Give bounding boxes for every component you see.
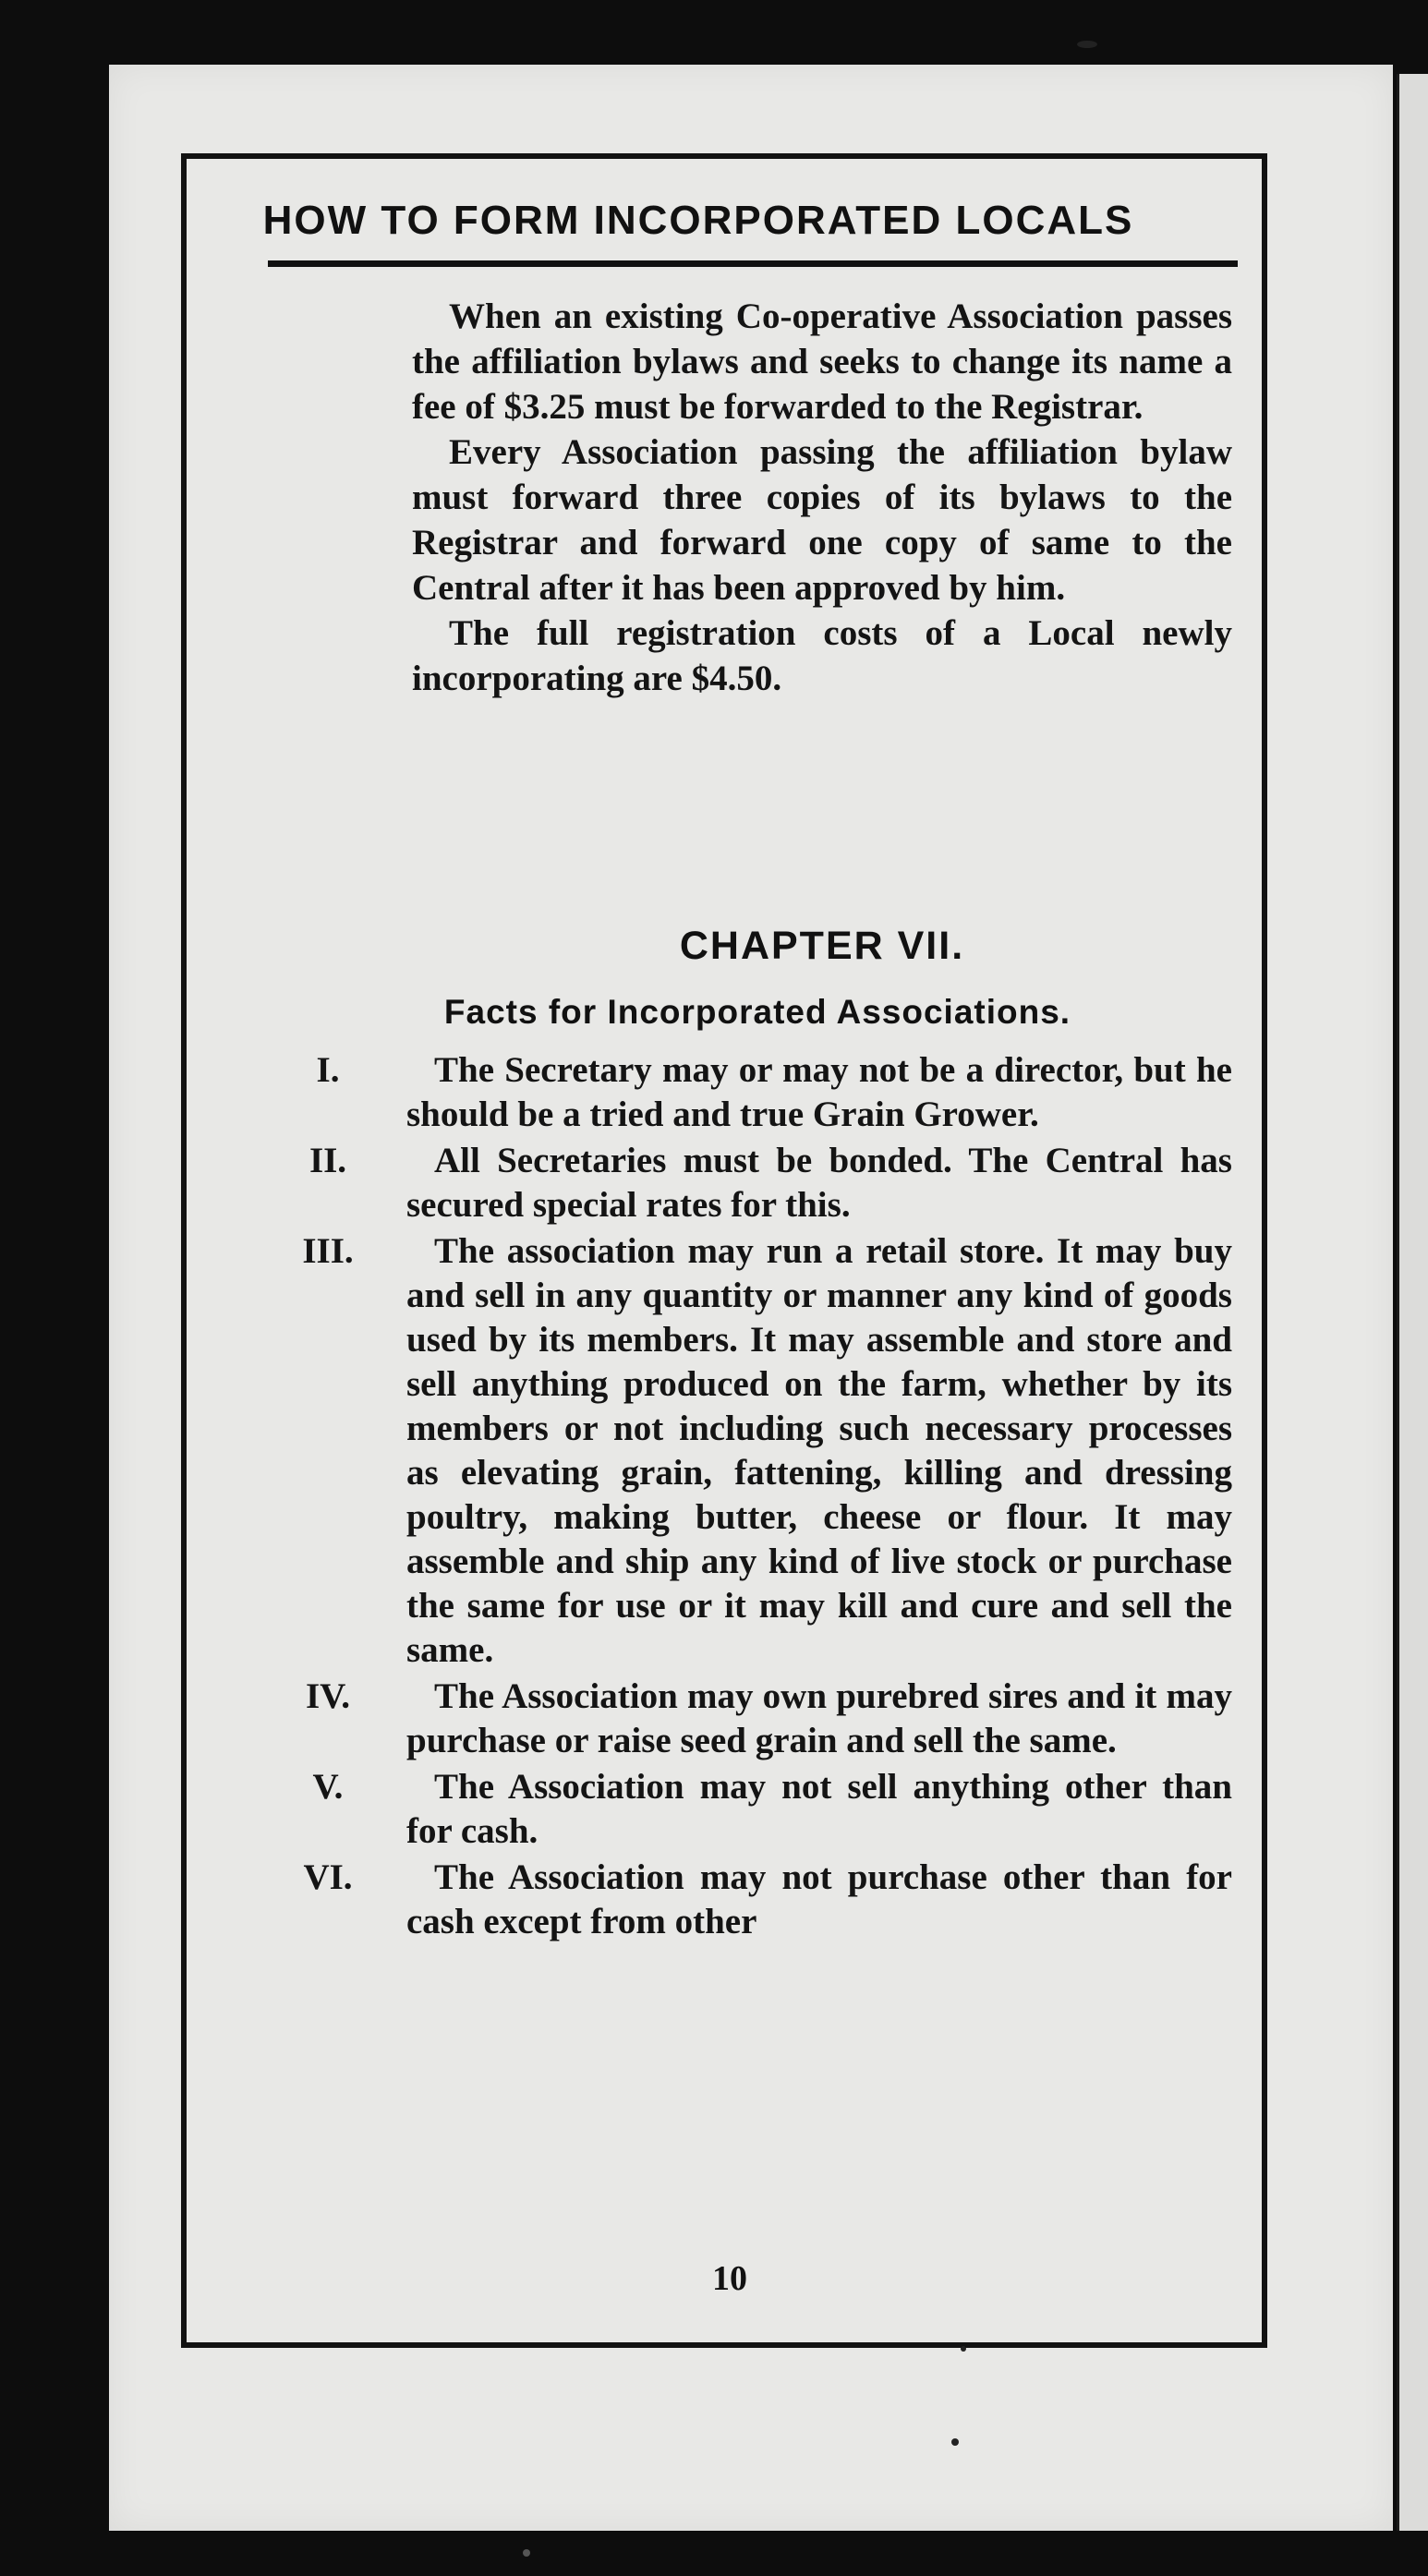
adjacent-page-edge [1397, 74, 1428, 2531]
fact-text: All Secretaries must be bonded. The Central has secured special rates for this. [406, 1141, 1232, 1225]
intro-paragraph: Every Association passing the affiliation bylaw must forward three copies of its bylaws to the Registrar and forward one copy of same to the Central after it has been approved by him. [412, 432, 1232, 608]
fact-numeral: III. [302, 1231, 354, 1271]
fact-item [249, 1229, 1232, 1673]
fact-item [249, 1675, 1232, 1763]
fact-text: The Association may not purchase other than for cash except from other [406, 1857, 1232, 1941]
facts-list [249, 1048, 1232, 1946]
chapter-subtitle: Facts for Incorporated Associations. [443, 993, 1071, 1031]
fact-text: The Association may own purebred sires and it may purchase or raise seed grain and sell the same. [406, 1676, 1232, 1760]
fact-item [249, 1856, 1232, 1944]
fact-text: The association may run a retail store. It may buy and sell in any quantity or manner any kind of goods used by its members. It may assemble and store and sell anything produced on the farm, whether by its members or not including such necessary processes as elevating grain, fattening, killing and dressing poultry, making butter, cheese or flour. It may assemble and ship any kind of live stock or purchase the same for use or it may kill and cure and sell the same. [406, 1231, 1232, 1670]
scan-speck [961, 2346, 966, 2352]
fact-item [249, 1048, 1232, 1137]
fact-numeral: V. [312, 1767, 344, 1807]
fact-item [249, 1765, 1232, 1854]
fact-numeral: VI. [303, 1857, 353, 1897]
fact-numeral: IV. [305, 1676, 351, 1716]
chapter-title: CHAPTER VII. [679, 924, 965, 968]
fact-numeral: II. [309, 1141, 347, 1180]
scan-speck [951, 2438, 959, 2446]
page-number: 10 [712, 2259, 747, 2298]
header-rule [268, 260, 1238, 267]
fact-text: The Secretary may or may not be a director, but he should be a tried and true Grain Grower. [406, 1050, 1232, 1134]
fact-text: The Association may not sell anything other than for cash. [406, 1767, 1232, 1851]
intro-text [412, 294, 1232, 701]
intro-paragraph: When an existing Co-operative Association passes the affiliation bylaws and seeks to change its name a fee of $3.25 must be forwarded to the Registrar. [412, 296, 1232, 427]
scan-speck [1077, 41, 1097, 48]
intro-paragraph: The full registration costs of a Local newly incorporating are $4.50. [412, 613, 1232, 698]
fact-item [249, 1139, 1232, 1228]
fact-numeral: I. [316, 1050, 340, 1090]
scan-speck [523, 2549, 530, 2557]
page-header-title: HOW TO FORM INCORPORATED LOCALS [262, 198, 1134, 243]
